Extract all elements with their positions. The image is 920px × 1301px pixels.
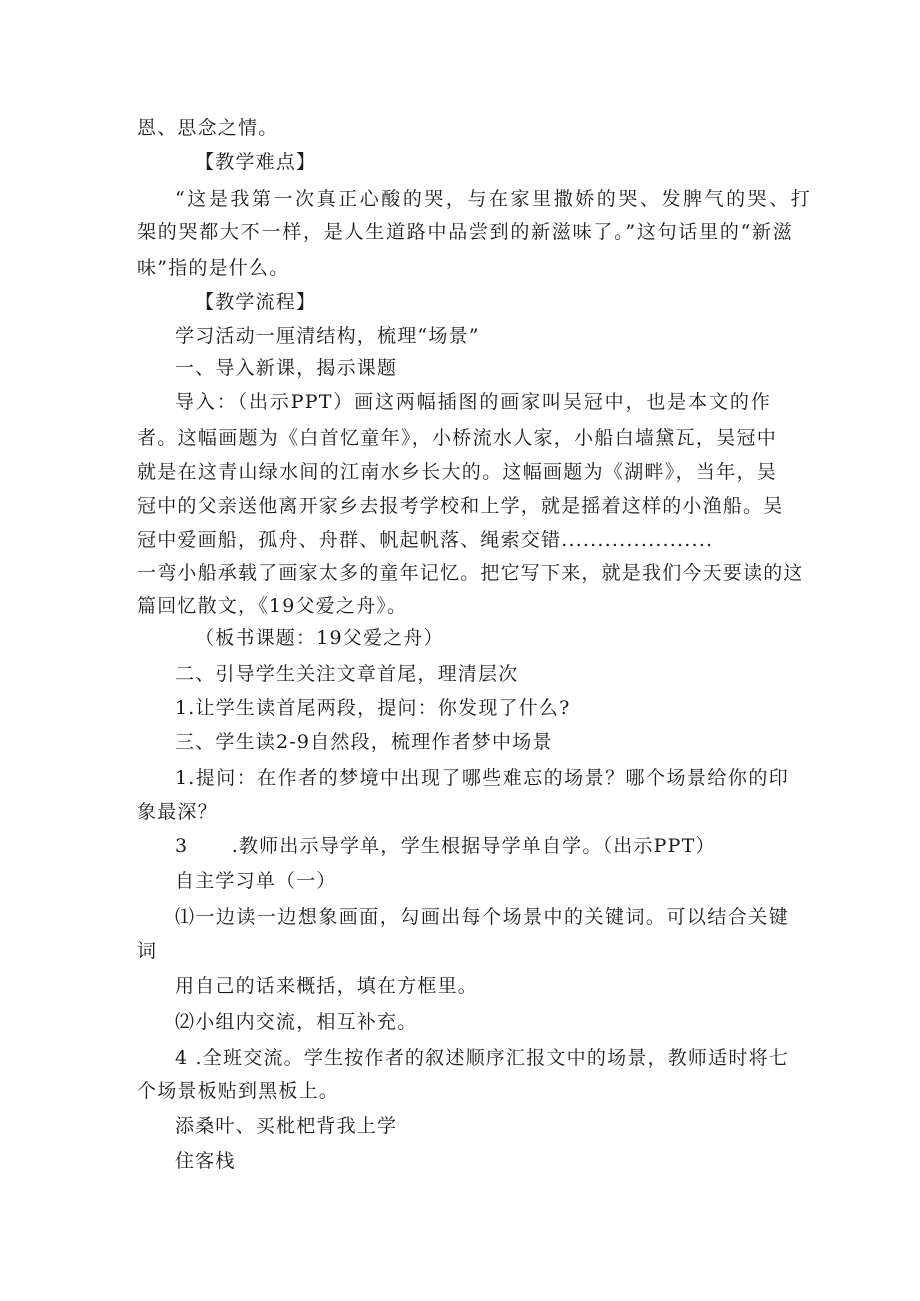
text-line: 一弯小船承载了画家太多的童年记忆。把它写下来，就是我们今天要读的这 <box>137 562 804 584</box>
text-line: 架的哭都大不一样，是人生道路中品尝到的新滋味了。”这句话里的“新滋 <box>137 221 793 243</box>
text-line: 味”指的是什么。 <box>137 257 290 279</box>
text-line: “这是我第一次真正心酸的哭，与在家里撒娇的哭、发脾气的哭、打 <box>175 188 811 210</box>
text-line: 个场景板贴到黑板上。 <box>137 1080 340 1102</box>
text-line: 恩、思念之情。 <box>137 117 279 139</box>
text-line: 冠中爱画船，孤舟、舟群、帆起帆落、绳索交错..................... <box>137 529 714 551</box>
text-line: 学习活动一厘清结构，梳理“场景” <box>175 325 480 347</box>
text-line: （板书课题：19父爱之舟） <box>195 627 444 649</box>
text-line: ⑴一边读一边想象画面，勾画出每个场景中的关键词。可以结合关键 <box>175 906 789 928</box>
text-line: 3 .教师出示导学单，学生根据导学单自学。（出示PPT） <box>175 835 716 857</box>
text-line: 象最深？ <box>137 801 218 823</box>
text-line: 添桑叶、买枇杷背我上学 <box>175 1115 398 1137</box>
section-heading-difficulty: 【教学难点】 <box>195 151 317 173</box>
text-line: ⑵小组内交流，相互补充。 <box>175 1011 418 1033</box>
text-line: 二、引导学生关注文章首尾，理清层次 <box>175 663 519 685</box>
text-line: 住客栈 <box>175 1150 236 1172</box>
text-line: 者。这幅画题为《白首忆童年》，小桥流水人家，小船白墙黛瓦，吴冠中 <box>137 427 777 449</box>
text-line: 就是在这青山绿水间的江南水乡长大的。这幅画题为《湖畔》，当年，吴 <box>137 461 777 483</box>
text-line: 词 <box>137 940 158 962</box>
text-line: 篇回忆散文，《19父爱之舟》。 <box>137 595 408 617</box>
text-line: 冠中的父亲送他离开家乡去报考学校和上学，就是摇着这样的小渔船。吴 <box>137 495 784 517</box>
text-line: 三、学生读2-9自然段，梳理作者梦中场景 <box>175 731 553 753</box>
text-line: 用自己的话来概括，填在方框里。 <box>175 975 479 997</box>
text-line: 自主学习单（一） <box>175 870 337 892</box>
text-line: 4 .全班交流。学生按作者的叙述顺序汇报文中的场景，教师适时将七 <box>175 1047 789 1069</box>
text-line: 导入：（出示PPT）画这两幅插图的画家叫吴冠中，也是本文的作 <box>175 391 771 413</box>
text-line: 1.让学生读首尾两段，提问：你发现了什么? <box>175 697 571 719</box>
text-line: 1.提问：在作者的梦境中出现了哪些难忘的场景？哪个场景给你的印 <box>175 767 789 789</box>
section-heading-process: 【教学流程】 <box>195 291 317 313</box>
text-line: 一、导入新课，揭示课题 <box>175 357 398 379</box>
